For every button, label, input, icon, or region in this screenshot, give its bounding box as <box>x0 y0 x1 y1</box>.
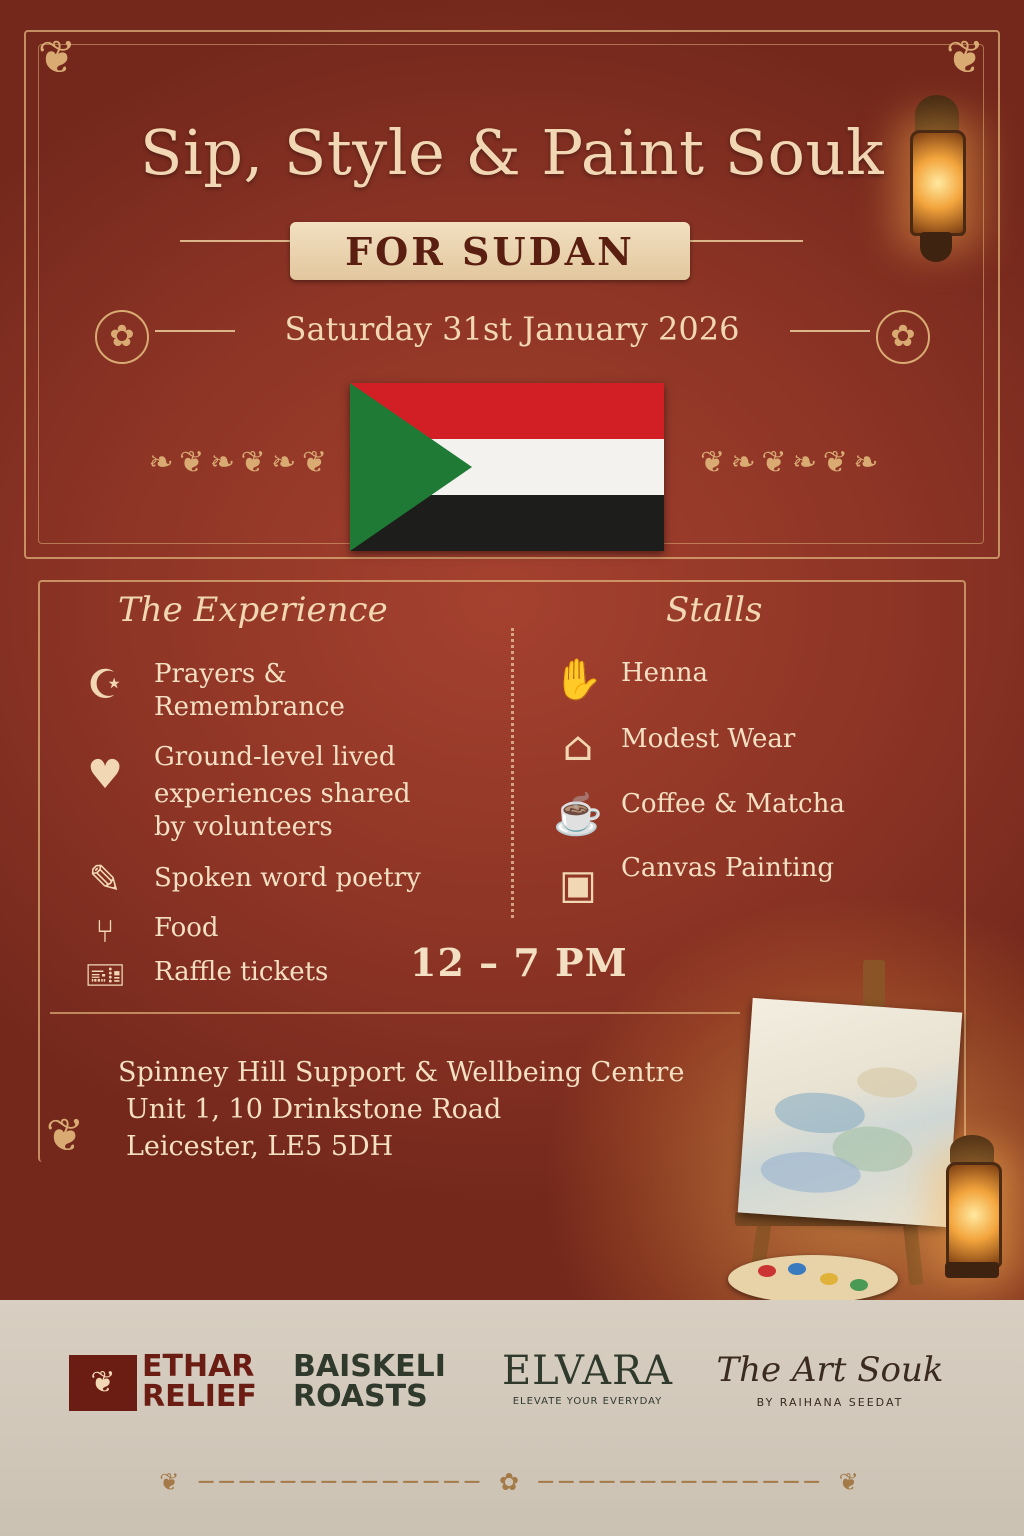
paint-dab <box>758 1265 776 1277</box>
utensils-icon: ⑂ <box>95 912 115 950</box>
baiskeli-logo-line: ROASTS <box>293 1379 428 1414</box>
painting-canvas-icon <box>738 998 962 1227</box>
ethar-logo-line: ETHAR <box>142 1349 255 1384</box>
experience-item-line: Ground-level lived <box>154 742 396 772</box>
corner-ornament-icon: ❦ <box>37 30 77 84</box>
lantern-cap-icon <box>950 1135 994 1165</box>
paint-dab <box>788 1263 806 1275</box>
experience-item-food <box>154 912 219 945</box>
rosette-icon: ✿ <box>876 310 930 364</box>
lantern-base-icon <box>945 1262 999 1278</box>
paint-palette-icon <box>728 1255 898 1303</box>
event-date: Saturday 31st January 2026 <box>284 310 740 348</box>
elvara-logo <box>500 1348 675 1407</box>
lantern-base-icon <box>920 232 952 262</box>
column-divider <box>511 628 514 918</box>
experience-item-line: Raffle tickets <box>154 957 329 987</box>
event-title: Sip, Style & Paint Souk <box>139 116 885 189</box>
date-rule-right <box>790 330 870 332</box>
experience-item-line: Spoken word poetry <box>154 863 421 893</box>
address-rule <box>50 1012 740 1014</box>
baiskeli-logo-line: BAISKELI <box>293 1349 446 1384</box>
art-souk-byline: BY RAIHANA SEEDAT <box>756 1396 904 1409</box>
baiskeli-roasts-logo <box>293 1349 446 1414</box>
raffle-ticket-icon: 🎫︎ <box>84 956 126 994</box>
floor-lantern-icon <box>946 1162 1002 1268</box>
experience-item-line: Food <box>154 913 219 943</box>
crescent-star-icon: ☪ <box>87 662 123 708</box>
corner-ornament-icon: ❦ <box>45 1108 85 1162</box>
microphone-icon: ✎ <box>88 857 122 903</box>
banner-ribbon-right <box>688 240 803 242</box>
venue-city: Leicester, LE5 5DH <box>126 1131 394 1162</box>
ethar-logo-line: RELIEF <box>142 1379 257 1414</box>
corner-ornament-icon: ❦ <box>945 30 985 84</box>
venue-street: Unit 1, 10 Drinkstone Road <box>126 1094 502 1125</box>
hanger-icon: ⌂ <box>562 724 594 770</box>
event-subtitle: FOR SUDAN <box>345 228 635 274</box>
elvara-tagline: ELEVATE YOUR EVERYDAY <box>512 1396 663 1407</box>
easel-top-icon <box>863 960 885 1010</box>
experience-item-raffle <box>154 956 328 989</box>
experience-item-line: Remembrance <box>154 692 345 722</box>
henna-hand-icon: ✋ <box>553 657 603 703</box>
subtitle-banner <box>290 222 690 280</box>
leaf-logo-icon: ❦ <box>69 1355 137 1411</box>
coffee-cup-icon: ☕ <box>553 792 603 838</box>
experience-item-line: by volunteers <box>154 812 333 842</box>
venue-name: Spinney Hill Support & Wellbeing Centre <box>118 1057 685 1088</box>
stall-modest-wear: Modest Wear <box>621 724 796 754</box>
art-souk-wordmark: The Art Souk <box>716 1350 944 1390</box>
stall-henna: Henna <box>621 658 709 688</box>
paint-blob <box>856 1065 918 1099</box>
event-time: 12 – 7 PM <box>410 940 628 985</box>
elvara-wordmark: ELVARA <box>501 1348 674 1394</box>
stall-canvas-painting: Canvas Painting <box>621 853 834 883</box>
experience-item-poetry <box>154 862 421 895</box>
experience-item-line: Prayers & <box>154 659 287 689</box>
ethar-relief-logo <box>142 1349 257 1414</box>
experience-item-prayers <box>154 658 345 724</box>
flourish-left-icon: ❧ ❦ ❧ ❦ ❧ ❦ <box>148 445 325 480</box>
easel-icon: ▣ <box>559 862 597 908</box>
experience-item-lived-experiences <box>154 741 411 844</box>
rosette-icon: ✿ <box>95 310 149 364</box>
footer-ornament-icon: ❦ ────────────── ✿ ────────────── ❦ <box>159 1468 865 1496</box>
sudan-flag <box>350 383 664 551</box>
heart-hands-icon: ♥ <box>87 752 123 798</box>
experience-heading: The Experience <box>118 590 388 630</box>
stalls-heading: Stalls <box>666 590 763 630</box>
stall-coffee-matcha: Coffee & Matcha <box>621 789 845 819</box>
flourish-right-icon: ❦ ❧ ❦ ❧ ❦ ❧ <box>700 445 877 480</box>
experience-item-line: experiences shared <box>154 779 411 809</box>
art-souk-logo <box>705 1350 955 1409</box>
banner-ribbon-left <box>180 240 295 242</box>
paint-dab <box>850 1279 868 1291</box>
paint-dab <box>820 1273 838 1285</box>
